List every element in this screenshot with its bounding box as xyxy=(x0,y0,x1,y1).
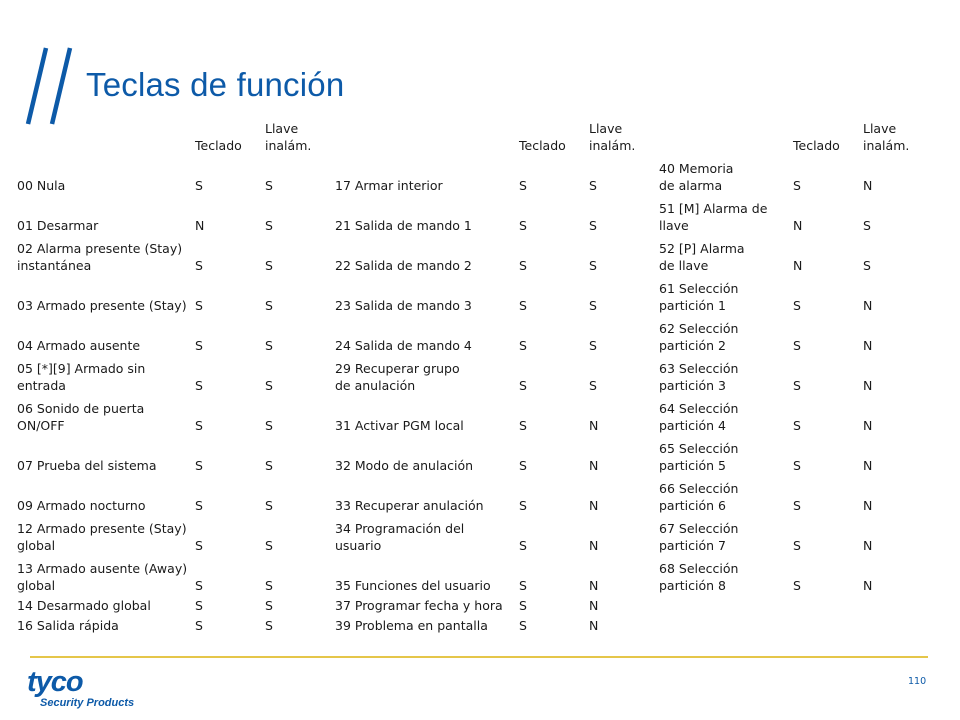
page-number: 110 xyxy=(908,676,927,687)
table-cell: 61 Selección partición 1 xyxy=(659,281,739,313)
slide-title: Teclas de función xyxy=(86,66,345,103)
table-cell: S xyxy=(195,298,203,313)
table-cell: N xyxy=(863,578,873,593)
table-cell xyxy=(860,616,930,636)
table-cell: S xyxy=(589,338,597,353)
table-cell: 65 Selección partición 5 xyxy=(659,441,739,473)
table-cell: 63 Selección partición 3 xyxy=(659,361,739,393)
table-cell: 21 Salida de mando 1 xyxy=(335,218,472,233)
table-cell xyxy=(656,616,790,636)
table-cell: S xyxy=(863,258,871,273)
table-header xyxy=(14,108,930,156)
table-cell: 68 Selección partición 8 xyxy=(659,561,739,593)
table-cell: S xyxy=(793,378,801,393)
table-cell: 64 Selección partición 4 xyxy=(659,401,739,433)
table-cell: 02 Alarma presente (Stay) instantánea xyxy=(17,241,183,273)
table-cell: S xyxy=(265,298,273,313)
table-row xyxy=(14,236,930,276)
table-cell: S xyxy=(195,618,203,633)
table-cell: S xyxy=(793,338,801,353)
table-cell xyxy=(790,616,860,636)
table-cell: S xyxy=(519,618,527,633)
table-cell: 00 Nula xyxy=(17,178,66,193)
table-row xyxy=(14,476,930,516)
table-cell xyxy=(860,596,930,616)
table-cell: N xyxy=(793,218,803,233)
table-cell: S xyxy=(863,218,871,233)
table-cell: 66 Selección partición 6 xyxy=(659,481,739,513)
table-cell: 67 Selección partición 7 xyxy=(659,521,739,553)
table-cell: 31 Activar PGM local xyxy=(335,418,464,433)
table-cell: N xyxy=(589,578,599,593)
table-cell: S xyxy=(519,498,527,513)
table-cell: S xyxy=(589,258,597,273)
table-cell: S xyxy=(519,218,527,233)
table-cell: N xyxy=(589,458,599,473)
table-cell: S xyxy=(195,598,203,613)
column-header: Teclado xyxy=(519,138,566,153)
table-cell: S xyxy=(265,498,273,513)
table-cell: 39 Problema en pantalla xyxy=(335,618,488,633)
column-header xyxy=(14,108,192,156)
table-cell: S xyxy=(195,258,203,273)
table-cell: 22 Salida de mando 2 xyxy=(335,258,472,273)
table-cell: S xyxy=(589,378,597,393)
table-cell: 09 Armado nocturno xyxy=(17,498,146,513)
table-cell: N xyxy=(863,538,873,553)
table-cell: S xyxy=(793,498,801,513)
table-cell: 52 [P] Alarma de llave xyxy=(659,241,745,273)
table-cell: S xyxy=(265,178,273,193)
table-cell: 12 Armado presente (Stay) global xyxy=(17,521,187,553)
table-row xyxy=(14,596,930,616)
logo-brand: tyco xyxy=(27,668,83,698)
table-cell: 13 Armado ausente (Away) global xyxy=(17,561,188,593)
table-cell xyxy=(656,596,790,616)
table-cell: N xyxy=(863,298,873,313)
table-cell: S xyxy=(589,298,597,313)
table-cell: S xyxy=(519,338,527,353)
table-cell: S xyxy=(793,458,801,473)
table-cell: S xyxy=(265,218,273,233)
table-cell: S xyxy=(793,178,801,193)
table-cell: S xyxy=(793,298,801,313)
table-cell: 37 Programar fecha y hora xyxy=(335,598,503,613)
table-header-row xyxy=(14,108,930,156)
table-row xyxy=(14,156,930,196)
table-cell: 33 Recuperar anulación xyxy=(335,498,484,513)
table-row xyxy=(14,556,930,596)
table-cell: S xyxy=(265,598,273,613)
table-cell: S xyxy=(195,578,203,593)
table-cell: S xyxy=(265,538,273,553)
table-cell: N xyxy=(863,498,873,513)
table-cell: N xyxy=(863,338,873,353)
footer-divider xyxy=(30,656,928,658)
table-cell: S xyxy=(519,538,527,553)
table-cell: S xyxy=(519,378,527,393)
table-cell: S xyxy=(589,178,597,193)
table-cell: N xyxy=(863,378,873,393)
table-cell: S xyxy=(519,258,527,273)
table-cell: 01 Desarmar xyxy=(17,218,99,233)
table-cell: 23 Salida de mando 3 xyxy=(335,298,472,313)
table-row xyxy=(14,356,930,396)
table-cell: 34 Programación del usuario xyxy=(335,521,465,553)
table-cell: 24 Salida de mando 4 xyxy=(335,338,472,353)
table-cell: S xyxy=(195,538,203,553)
table-cell: S xyxy=(195,378,203,393)
table-cell: S xyxy=(519,458,527,473)
table-cell: N xyxy=(589,618,599,633)
function-keys-table xyxy=(14,108,930,636)
table-cell: S xyxy=(793,578,801,593)
table-cell: N xyxy=(863,458,873,473)
column-header xyxy=(656,108,790,156)
column-header xyxy=(332,108,516,156)
table-cell: N xyxy=(863,178,873,193)
table-cell: 40 Memoria de alarma xyxy=(659,161,734,193)
table-cell: 17 Armar interior xyxy=(335,178,443,193)
table-cell: S xyxy=(265,618,273,633)
table-cell: S xyxy=(793,538,801,553)
table-cell: 04 Armado ausente xyxy=(17,338,141,353)
table-cell: N xyxy=(589,498,599,513)
table-cell: S xyxy=(589,218,597,233)
table-cell: S xyxy=(195,418,203,433)
table-cell: 16 Salida rápida xyxy=(17,618,119,633)
table-row xyxy=(14,516,930,556)
table-cell: S xyxy=(265,378,273,393)
table-row xyxy=(14,396,930,436)
table-cell: S xyxy=(265,418,273,433)
table-cell: S xyxy=(519,598,527,613)
table-row xyxy=(14,436,930,476)
table-cell xyxy=(790,596,860,616)
table-cell: N xyxy=(589,598,599,613)
table-cell: 14 Desarmado global xyxy=(17,598,151,613)
table-row xyxy=(14,196,930,236)
table-cell: N xyxy=(589,538,599,553)
column-header: Teclado xyxy=(793,138,840,153)
table-cell: S xyxy=(265,458,273,473)
table-cell: S xyxy=(519,578,527,593)
table-cell: N xyxy=(195,218,205,233)
table-cell: 35 Funciones del usuario xyxy=(335,578,491,593)
table-cell: S xyxy=(265,338,273,353)
table-cell: N xyxy=(589,418,599,433)
table-row xyxy=(14,316,930,356)
table-row xyxy=(14,616,930,636)
column-header: Llave inalám. xyxy=(863,121,910,153)
table-body xyxy=(14,156,930,636)
table-cell: 07 Prueba del sistema xyxy=(17,458,157,473)
tyco-logo xyxy=(24,668,168,710)
table-cell: 03 Armado presente (Stay) xyxy=(17,298,187,313)
table-cell: S xyxy=(265,258,273,273)
table-cell: 05 [*][9] Armado sin entrada xyxy=(17,361,146,393)
table-cell: S xyxy=(195,458,203,473)
table-cell: S xyxy=(519,298,527,313)
table-cell: 51 [M] Alarma de llave xyxy=(659,201,768,233)
table-cell: 29 Recuperar grupo de anulación xyxy=(335,361,460,393)
column-header: Llave inalám. xyxy=(265,121,312,153)
table-cell: S xyxy=(195,498,203,513)
table-cell: S xyxy=(519,418,527,433)
table-cell: 06 Sonido de puerta ON/OFF xyxy=(17,401,145,433)
table-cell: S xyxy=(195,178,203,193)
table-row xyxy=(14,276,930,316)
column-header: Teclado xyxy=(195,138,242,153)
table-cell: S xyxy=(793,418,801,433)
table-cell: N xyxy=(793,258,803,273)
logo-tagline: Security Products xyxy=(40,697,135,709)
table-cell: 32 Modo de anulación xyxy=(335,458,474,473)
column-header: Llave inalám. xyxy=(589,121,636,153)
table-cell: N xyxy=(863,418,873,433)
table-cell: 62 Selección partición 2 xyxy=(659,321,739,353)
table-cell: S xyxy=(195,338,203,353)
table-cell: S xyxy=(265,578,273,593)
table-cell: S xyxy=(519,178,527,193)
